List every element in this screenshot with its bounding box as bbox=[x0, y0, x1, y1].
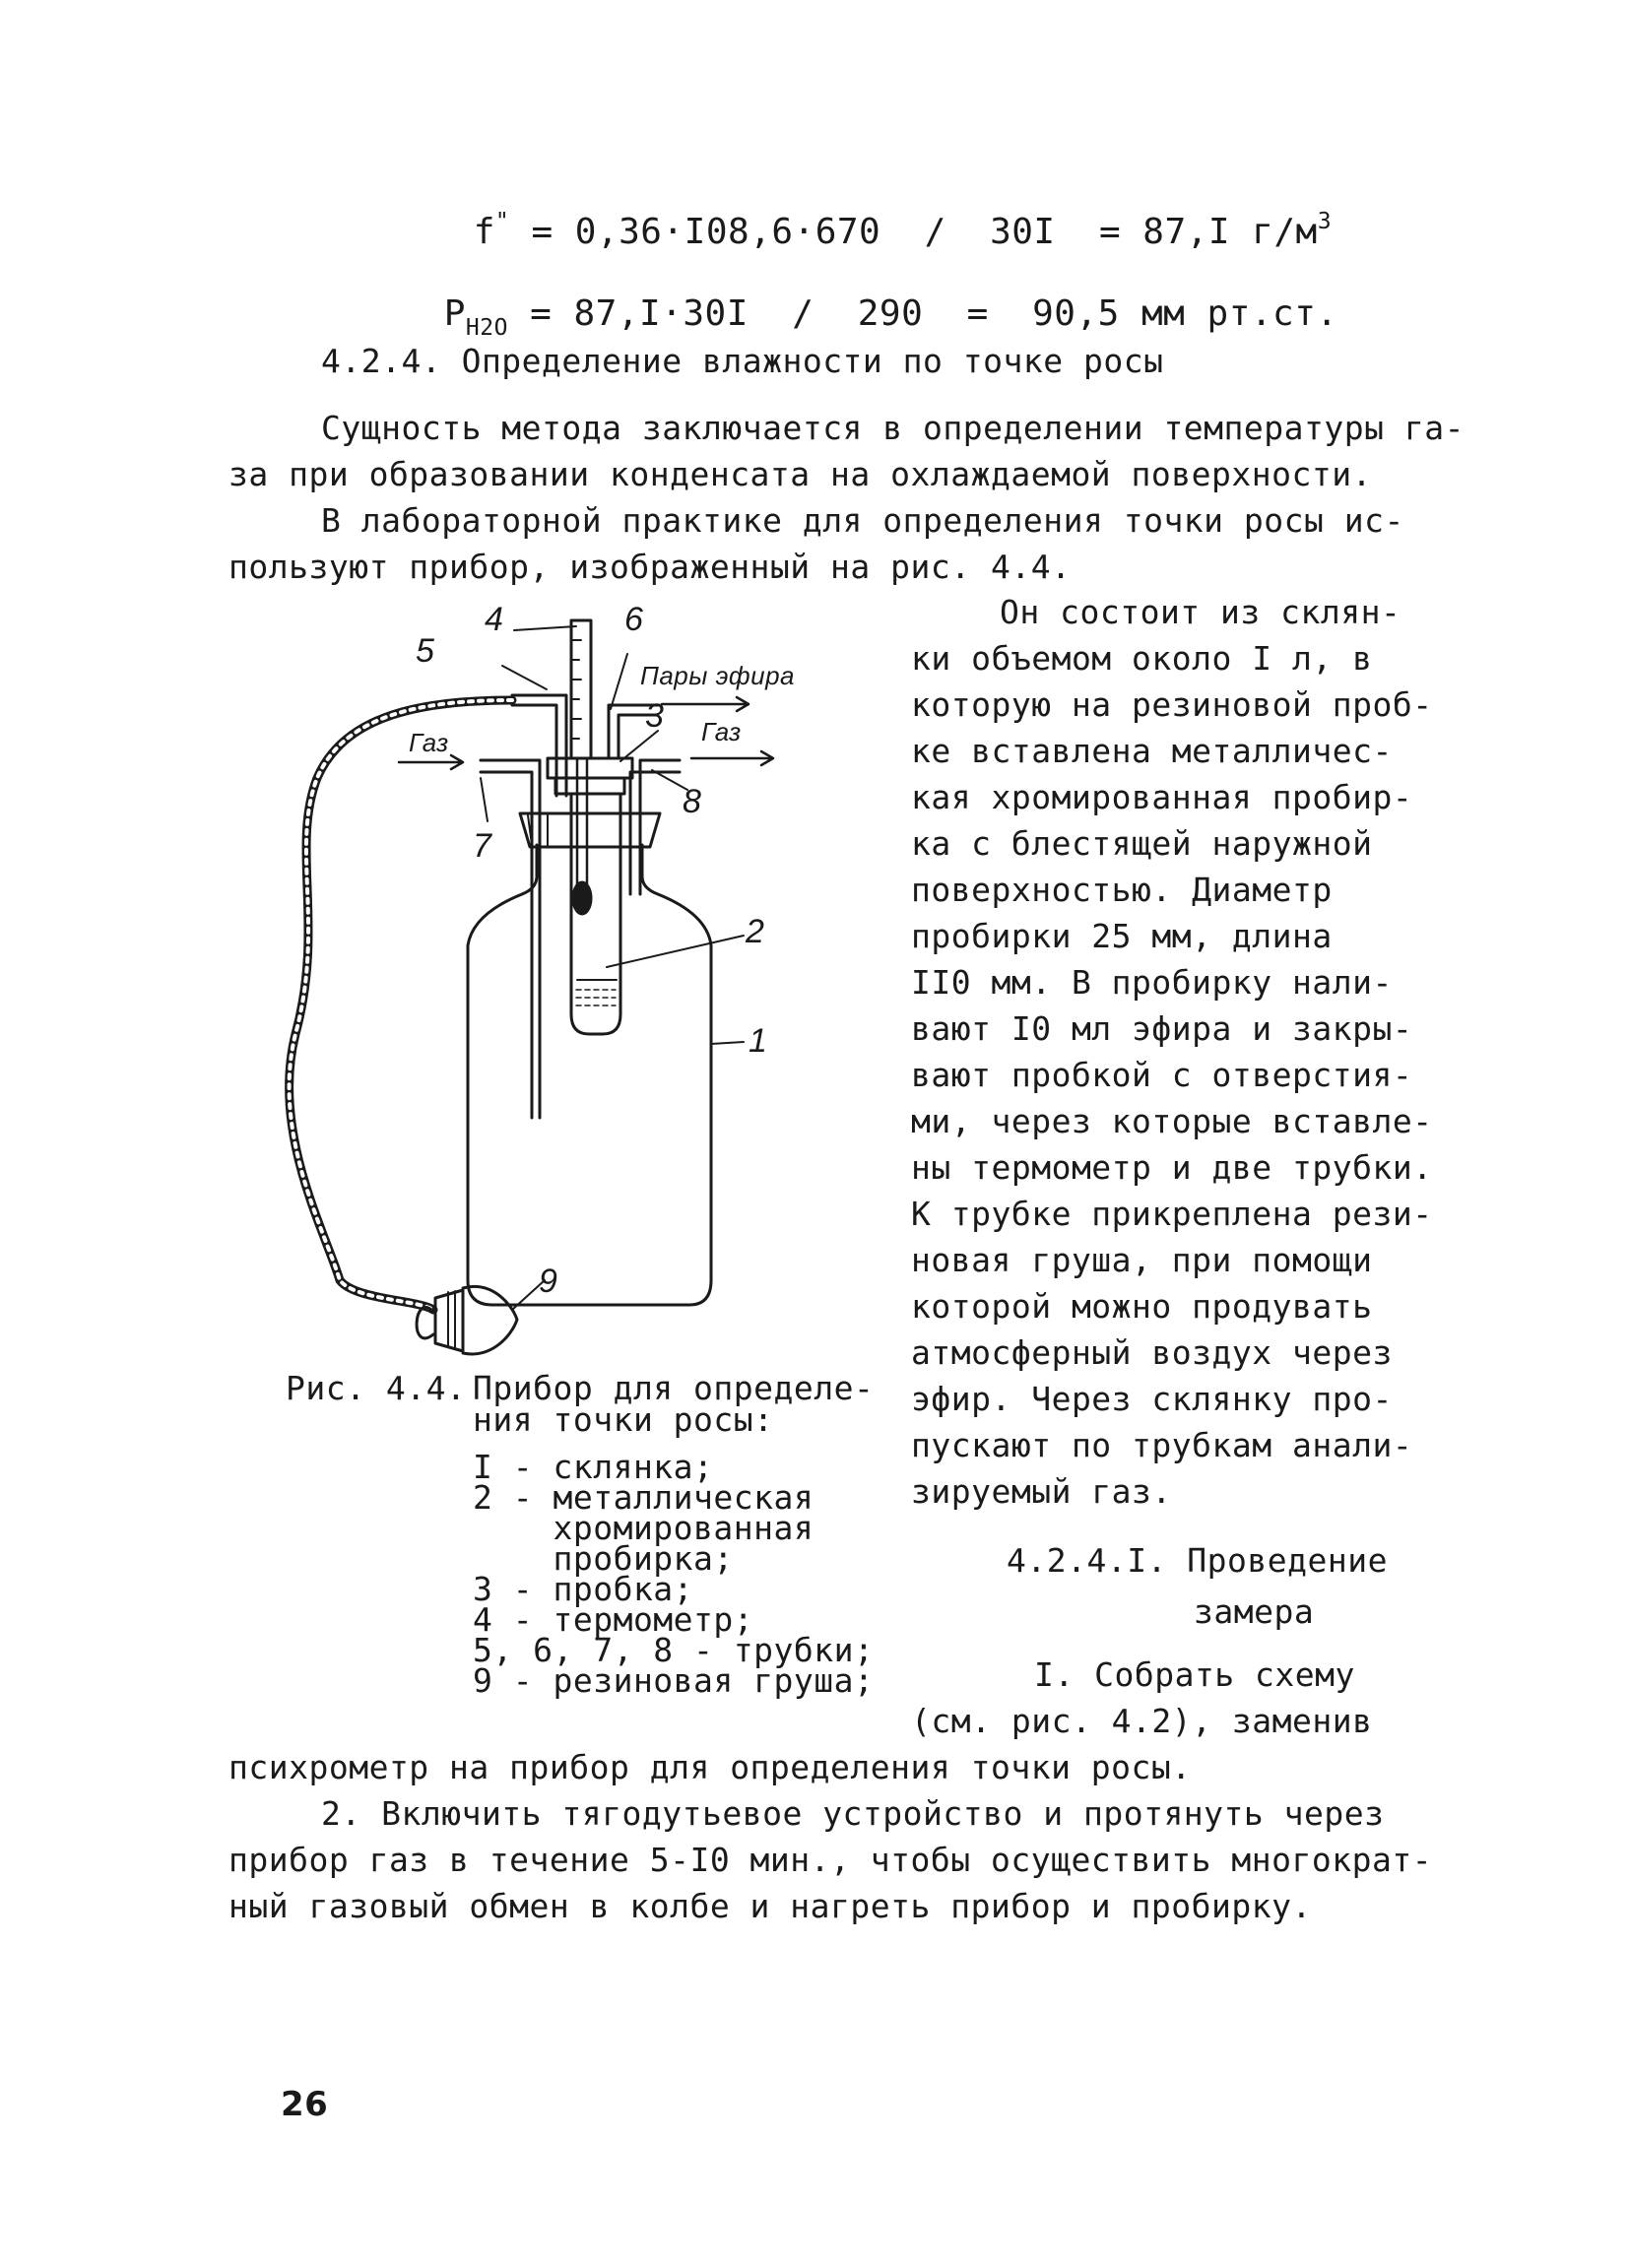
label-2: 2 bbox=[746, 913, 765, 950]
label-5: 5 bbox=[416, 632, 435, 670]
para2-line-1: В лабораторной практике для определения точки росы ис- bbox=[321, 501, 1404, 540]
formula-f-symbol: f bbox=[473, 212, 495, 252]
figure-caption-line-1: Прибор для определе- bbox=[473, 1369, 875, 1407]
bottle-outline bbox=[468, 845, 711, 1305]
legend-item: хромированная bbox=[473, 1509, 814, 1547]
right-col-line: пробирки 25 мм, длина bbox=[911, 917, 1333, 955]
formula-f-unit-exp: 3 bbox=[1317, 209, 1333, 234]
right-col-line: ны термометр и две трубки. bbox=[911, 1148, 1433, 1187]
right-col-line: которую на резиновой проб- bbox=[911, 685, 1433, 724]
legend-item: I - склянка; bbox=[473, 1448, 714, 1486]
right-col-line: пускают по трубкам анали- bbox=[911, 1426, 1413, 1464]
label-gas-out: Газ bbox=[701, 717, 742, 746]
para2-line-2: пользуют прибор, изображенный на рис. 4.4. bbox=[228, 548, 1072, 586]
step1-line-3: психрометр на прибор для определения точки росы. bbox=[228, 1748, 1192, 1786]
right-col-line: ка с блестящей наружной bbox=[911, 824, 1373, 863]
legend-item: пробирка; bbox=[473, 1539, 734, 1578]
legend-item: 4 - термометр; bbox=[473, 1600, 754, 1639]
right-col-line: которой можно продувать bbox=[911, 1287, 1373, 1326]
section-heading: 4.2.4. Определение влажности по точке росы bbox=[321, 342, 1164, 380]
legend-item: 3 - пробка; bbox=[473, 1570, 694, 1608]
right-col-line: ке вставлена металличес- bbox=[911, 732, 1393, 770]
right-col-line: поверхностью. Диаметр bbox=[911, 871, 1333, 909]
step2-line-3: ный газовый обмен в колбе и нагреть прибор и пробирку. bbox=[228, 1887, 1312, 1925]
label-9: 9 bbox=[539, 1263, 558, 1300]
right-col-line: вают I0 мл эфира и закры- bbox=[911, 1009, 1413, 1048]
figure-caption-line-2: ния точки росы: bbox=[473, 1400, 774, 1439]
legend-item: 9 - резиновая груша; bbox=[473, 1661, 875, 1700]
page-number: 26 bbox=[281, 2085, 329, 2124]
right-col-line: вают пробкой с отверстия- bbox=[911, 1056, 1413, 1094]
rubber-bulb bbox=[417, 1286, 517, 1353]
right-col-line: кая хромированная пробир- bbox=[911, 778, 1413, 816]
step1-line-1: I. Собрать схему bbox=[1034, 1655, 1355, 1694]
label-8: 8 bbox=[683, 783, 702, 820]
label-3: 3 bbox=[645, 697, 665, 735]
step2-line-2: прибор газ в течение 5-I0 мин., чтобы осуществить многократ- bbox=[228, 1841, 1433, 1879]
rubber-hose bbox=[290, 700, 512, 1310]
tube-5 bbox=[512, 705, 556, 796]
step1-line-2: (см. рис. 4.2), заменив bbox=[911, 1702, 1373, 1740]
right-col-line: зируемый газ. bbox=[911, 1472, 1172, 1511]
right-col-line: ки объемом около I л, в bbox=[911, 639, 1373, 678]
label-4: 4 bbox=[485, 601, 504, 638]
right-col-line: атмосферный воздух через bbox=[911, 1333, 1393, 1372]
figure-caption-label: Рис. 4.4. bbox=[286, 1369, 467, 1407]
subsection-heading-line-2: замера bbox=[1194, 1592, 1315, 1631]
legend-item: 2 - металлическая bbox=[473, 1478, 814, 1517]
formula-f-sup: " bbox=[494, 209, 510, 234]
legend-item: 5, 6, 7, 8 - трубки; bbox=[473, 1631, 875, 1669]
right-col-line: эфир. Через склянку про- bbox=[911, 1380, 1393, 1418]
para1-line-2: за при образовании конденсата на охлаждаемой поверхности. bbox=[228, 455, 1372, 493]
label-ether-vapor: Пары эфира bbox=[640, 661, 796, 690]
formula-p-symbol: P bbox=[443, 293, 466, 334]
right-col-line: ми, через которые вставле- bbox=[911, 1102, 1433, 1140]
right-col-line: К трубке прикреплена рези- bbox=[911, 1195, 1433, 1233]
para1-line-1: Сущность метода заключается в определении температуры га- bbox=[321, 409, 1465, 447]
label-1: 1 bbox=[749, 1022, 768, 1060]
step2-line-1: 2. Включить тягодутьевое устройство и протянуть через bbox=[321, 1794, 1385, 1833]
label-gas-in: Газ bbox=[409, 728, 449, 757]
right-col-line: Он состоит из склян- bbox=[1000, 593, 1401, 631]
right-col-line: II0 мм. В пробирку нали- bbox=[911, 963, 1393, 1002]
formula-p-sub: H2O bbox=[465, 315, 508, 341]
formula-f-expr: = 0,36·I08,6·670 / 30I = 87,I г/м bbox=[531, 212, 1318, 252]
subsection-heading-line-1: 4.2.4.I. Проведение bbox=[1007, 1541, 1388, 1580]
formula-p-expr: = 87,I·30I / 290 = 90,5 мм рт.ст. bbox=[530, 293, 1338, 334]
label-7: 7 bbox=[473, 827, 492, 865]
label-6: 6 bbox=[624, 601, 644, 638]
right-col-line: новая груша, при помощи bbox=[911, 1241, 1373, 1279]
